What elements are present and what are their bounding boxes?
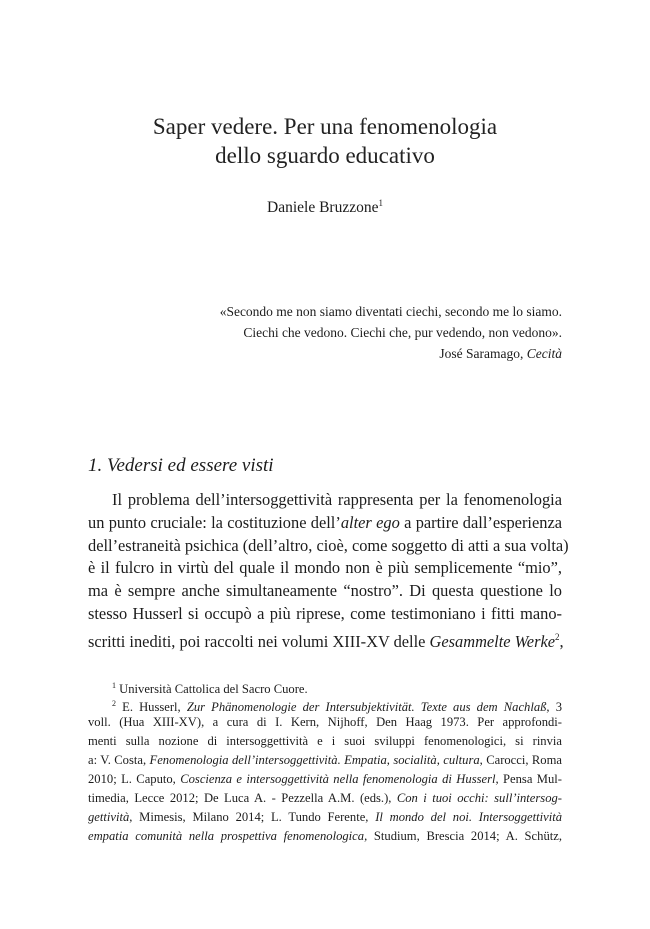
- body-line-2: [88, 512, 562, 535]
- footnote-text: Pensa Mul-: [498, 772, 562, 786]
- epigraph-line-2: Ciechi che vedono. Ciechi che, pur vedendo, non vedono».: [243, 325, 562, 340]
- body-text: scritti inediti, poi raccolti nei volumi XIII-XV delle: [88, 632, 430, 651]
- footnote-italic: Coscienza e intersoggettività nella fenomenologia di Husserl,: [180, 772, 499, 786]
- author-name: Daniele Bruzzone: [267, 199, 379, 216]
- footnote-number: 1: [112, 681, 116, 690]
- footnote-text: , Mimesis, Milano 2014; L. Tundo Ferente,: [129, 810, 376, 824]
- footnote-italic: Fenomenologia dell’intersoggettività. Empatia, socialità, cultura: [149, 753, 480, 767]
- footnote-italic: Con i tuoi occhi: sull’intersog-: [396, 791, 562, 805]
- footnote-text: Studium, Brescia 2014; A. Schütz,: [367, 829, 562, 843]
- footnote-text: a: V. Costa,: [88, 753, 150, 767]
- footnote-2-line-5: [88, 770, 562, 790]
- footnote-text: E. Husserl,: [122, 700, 187, 714]
- footnote-2-line-8: [88, 827, 562, 847]
- section-heading: 1. Vedersi ed essere visti: [88, 455, 274, 476]
- body-italic: alter ego: [340, 513, 400, 532]
- body-line-1: Il problema dell’intersoggettività rappresenta per la fenomenologia: [112, 490, 562, 509]
- footnote-2-line-4: [88, 751, 562, 771]
- footnote-text: 2010; L. Caputo,: [88, 772, 181, 786]
- footnote-ref[interactable]: 2: [555, 632, 560, 642]
- footnote-text: timedia, Lecce 2012; De Luca A. - Pezzella A.M. (eds.),: [88, 791, 397, 805]
- body-line-7: [88, 626, 562, 654]
- footnote-text: , Carocci, Roma: [479, 753, 562, 767]
- footnote-2-line-6: [88, 789, 562, 809]
- body-text: un punto cruciale: la costituzione dell’: [88, 513, 341, 532]
- epigraph-source-work: Cecità: [526, 346, 562, 361]
- author: [0, 198, 650, 217]
- footnote-italic: Zur Phänomenologie der Intersubjektivität. Texte aus dem Nachlaß,: [186, 700, 550, 714]
- body-italic: Gesammelte Werke: [429, 632, 556, 651]
- footnote-italic: Il mondo del noi. Intersoggettività: [375, 810, 562, 824]
- footnote-text: Università Cattolica del Sacro Cuore.: [119, 682, 308, 696]
- footnote-italic: gettività: [88, 810, 130, 824]
- epigraph-line-1: «Secondo me non siamo diventati ciechi, secondo me lo siamo.: [219, 304, 562, 319]
- footnote-text: 3: [549, 700, 562, 714]
- footnote-2-line-3: menti sulla nozione di intersoggettività e i suoi sviluppi fenomenologici, si rinvia: [88, 734, 562, 748]
- footnote-italic: empatia comunità nella prospettiva fenomenologica,: [88, 829, 368, 843]
- epigraph-source: [439, 343, 562, 364]
- author-note-ref[interactable]: 1: [378, 198, 383, 208]
- footnote-2-line-2: voll. (Hua XIII-XV), a cura di I. Kern, Nijhoff, Den Haag 1973. Per approfondi-: [88, 715, 562, 729]
- body-line-3: dell’estraneità psichica (dell’altro, cioè, come soggetto di atti a sua volta): [88, 536, 569, 555]
- title-line-2: dello sguardo educativo: [215, 143, 435, 168]
- body-line-4: è il fulcro in virtù del quale il mondo non è più semplicemente “mio”,: [88, 558, 562, 577]
- footnote-2-line-7: [88, 808, 562, 828]
- body-text: ,: [559, 632, 564, 651]
- footnote-number: 2: [112, 699, 116, 708]
- body-text: a partire dall’esperienza: [399, 513, 562, 532]
- body-line-5: ma è sempre anche simultaneamente “nostro”. Di questa questione lo: [88, 581, 562, 600]
- title-line-1: Saper vedere. Per una fenomenologia: [152, 114, 498, 139]
- body-line-6: stesso Husserl si occupò a più riprese, come testimoniano i fitti mano-: [88, 604, 562, 623]
- epigraph-source-author: José Saramago,: [439, 346, 527, 361]
